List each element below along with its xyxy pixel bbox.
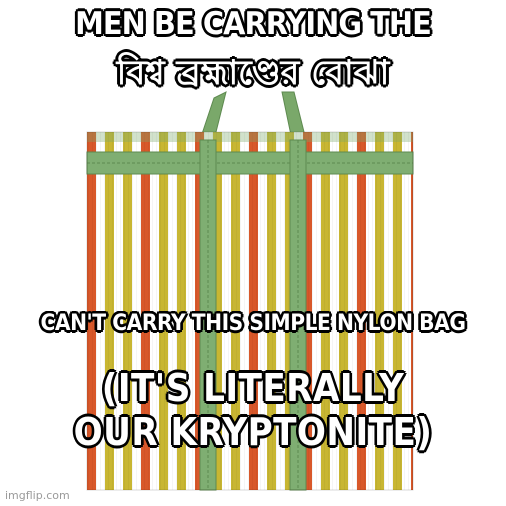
caption-middle: CAN'T CARRY THIS SIMPLE NYLON BAG — [40, 311, 466, 336]
caption-bottom-line-1: (IT'S LITERALLY — [101, 366, 405, 410]
caption-bottom-line-2: OUR KRYPTONITE) — [73, 410, 433, 454]
imgflip-watermark[interactable]: imgflip.com — [5, 489, 70, 502]
caption-bottom — [25, 366, 480, 454]
caption-top-line-2: বিশ্ব ব্রহ্মাণ্ডের বোঝা — [116, 53, 390, 93]
caption-top-line-1: MEN BE CARRYING THE — [75, 6, 431, 42]
